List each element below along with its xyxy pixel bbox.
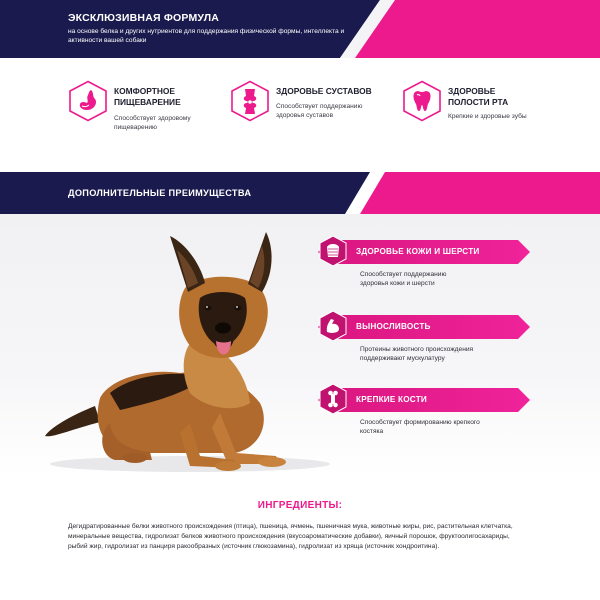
formula-subtitle: на основе белка и других нутриентов для поддержания физической формы, интеллекта и активности вашей собаки bbox=[68, 28, 345, 44]
advantages-banner bbox=[0, 172, 600, 214]
advantage-title: КРЕПКИЕ КОСТИ bbox=[356, 395, 427, 404]
stomach-icon bbox=[68, 80, 108, 122]
dog-image bbox=[40, 228, 330, 478]
advantage-desc-line: Способствует поддержанию bbox=[360, 271, 447, 278]
advantage-desc-line: Способствует формированию крепкого bbox=[360, 419, 480, 426]
feature-desc-line: Способствует здоровому bbox=[114, 115, 191, 122]
feature-desc-line: Способствует поддержанию bbox=[276, 103, 363, 110]
advantages-title: ДОПОЛНИТЕЛЬНЫЕ ПРЕИМУЩЕСТВА bbox=[68, 188, 252, 198]
muscle-icon bbox=[318, 310, 348, 342]
features-row bbox=[0, 58, 600, 170]
advantage-title: ВЫНОСЛИВОСТЬ bbox=[356, 322, 431, 331]
ingredients-text: Дегидратированные белки животного происхождения (птица), пшеница, ячмень, пшеничная мука, животные жиры, рис, растительная клетчатка, минеральные вещества, гидролизат белков животного происхождения (вкусоароматические добавки), яичный порошок, фруктоолигосахариды, рыбий жир, гидролизат из панциря ракообразных (источник глюкозамина), гидролизат из хряща (источник хондроитина). bbox=[68, 523, 513, 550]
feature-desc-line: пищеварению bbox=[114, 124, 157, 131]
feature-title-line: КОМФОРТНОЕ bbox=[114, 86, 176, 96]
feature-title-line: ПОЛОСТИ РТА bbox=[448, 96, 509, 107]
advantages-section bbox=[0, 214, 600, 476]
joint-icon bbox=[230, 80, 270, 122]
advantage-desc-line: костяка bbox=[360, 428, 384, 436]
tooth-icon bbox=[402, 80, 442, 122]
advantage-title: ЗДОРОВЬЕ КОЖИ И ШЕРСТИ bbox=[356, 247, 480, 256]
advantage-desc-line: поддерживают мускулатуру bbox=[360, 355, 445, 363]
feature-oral bbox=[402, 80, 552, 140]
feature-desc-line: Крепкие и здоровые зубы bbox=[448, 113, 527, 120]
advantage-desc-line: Протеины животного происхождения bbox=[360, 346, 474, 353]
feature-digestion bbox=[68, 80, 218, 140]
advantage-desc-line: здоровья кожи и шерсти bbox=[360, 280, 435, 288]
formula-banner bbox=[0, 0, 600, 58]
bone-icon bbox=[318, 383, 348, 415]
feature-desc-line: здоровья суставов bbox=[276, 112, 334, 119]
skin-icon bbox=[318, 235, 348, 267]
formula-title: ЭКСКЛЮЗИВНАЯ ФОРМУЛА bbox=[68, 12, 220, 24]
ingredients-title: ИНГРЕДИЕНТЫ: bbox=[257, 500, 343, 511]
feature-title-line: ПИЩЕВАРЕНИЕ bbox=[114, 96, 181, 107]
feature-title-line: ЗДОРОВЬЕ bbox=[448, 86, 496, 96]
feature-title-line: ЗДОРОВЬЕ СУСТАВОВ bbox=[276, 86, 372, 96]
feature-joints bbox=[230, 80, 390, 140]
